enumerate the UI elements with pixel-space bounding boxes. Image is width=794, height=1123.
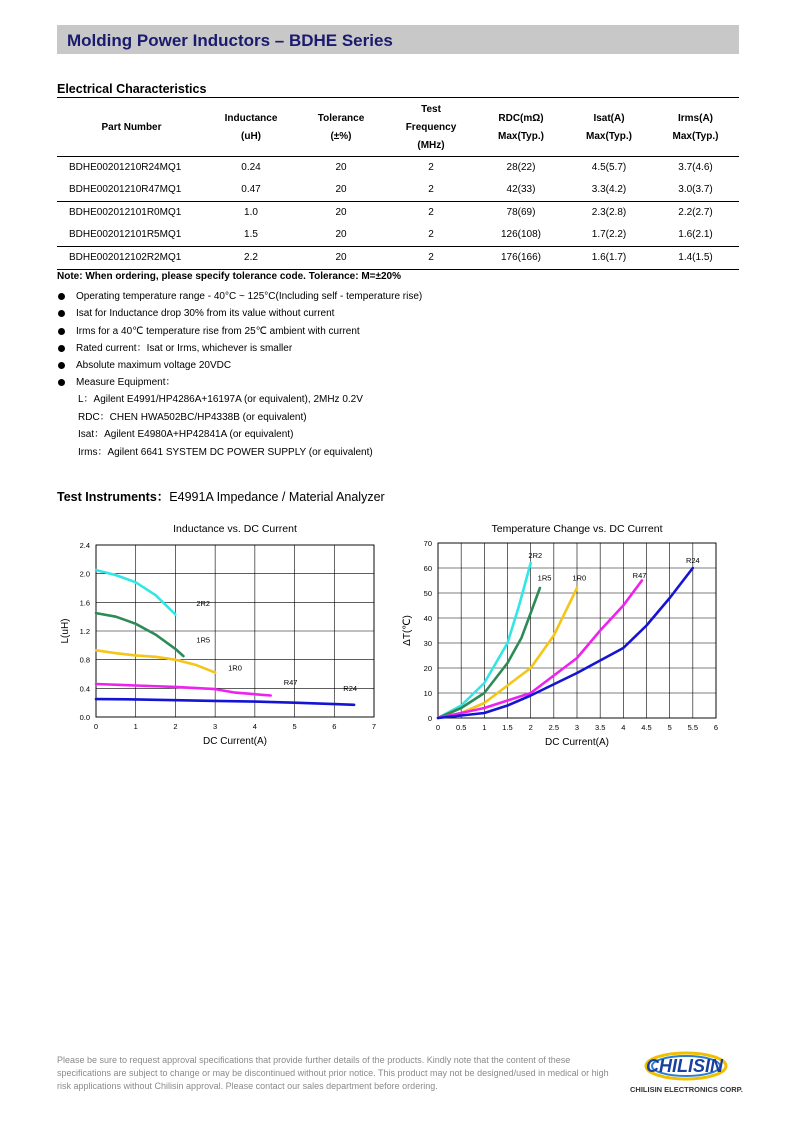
x-tick-label: 7 (371, 722, 377, 731)
cell-inductance: 0.24 (241, 162, 261, 173)
column-header-tolerance: Tolerance (±%) (317, 113, 365, 143)
x-tick-label: 5 (292, 722, 297, 731)
test-instruments-value: E4991A Impedance / Material Analyzer (169, 490, 385, 504)
series-label: R24 (685, 556, 700, 565)
list-item: Operating temperature range - 40°C ~ 125°C(Including self - temperature rise) (57, 288, 422, 305)
table-header-row (57, 101, 739, 156)
x-tick-label: 2 (173, 722, 178, 731)
column-header-irms: Irms(A) Max(Typ.) (672, 113, 719, 143)
inductance-chart (55, 515, 385, 755)
x-tick-label: 0 (435, 723, 441, 732)
x-tick-label: 5 (667, 723, 672, 732)
bullet-icon (58, 328, 65, 335)
series-label: R47 (632, 571, 647, 580)
cell-frequency: 2 (386, 179, 476, 202)
y-tick-label: 2.4 (79, 541, 90, 550)
cell-irms: 3.7(4.6) (678, 162, 713, 173)
list-item: Rated current：Isat or Irms, whichever is smaller (57, 340, 422, 357)
cell-part-number: BDHE002012101R0MQ1 (69, 207, 182, 218)
x-tick-label: 6 (713, 723, 719, 732)
series-line-1r5 (96, 613, 183, 656)
x-tick-label: 3 (574, 723, 580, 732)
cell-isat: 1.6(1.7) (566, 246, 652, 269)
series-label: 1R5 (537, 573, 552, 583)
equipment-item: RDC：CHEN HWA502BC/HP4338B (or equivalent) (78, 411, 307, 423)
column-header-rdc: RDC(mΩ) Max(Typ.) (498, 113, 544, 143)
y-tick-label: 0.4 (79, 684, 90, 694)
cell-tolerance: 20 (296, 224, 386, 247)
y-axis-label: L(uH) (60, 618, 71, 644)
x-tick-label: 1.5 (502, 723, 513, 732)
y-tick-label: 2.0 (79, 569, 90, 579)
equipment-item: Isat：Agilent E4980A+HP42841A (or equivalent) (78, 429, 294, 440)
x-tick-label: 4 (252, 722, 257, 731)
cell-irms: 1.4(1.5) (652, 246, 739, 269)
footer-disclaimer: Please be sure to request approval specifications that provide further details of the products. Kindly note that the content of these specifications are subject to change or may be discontinued without prior notice. This product may not be designed/used in medical or high risk applications without Chilisin approval. Please contact our sales department before ordering. (57, 1055, 609, 1091)
y-tick-label: 60 (423, 564, 432, 573)
cell-tolerance: 20 (335, 207, 347, 218)
ordering-note: Note: When ordering, please specify tolerance code. Tolerance: M=±20% (57, 271, 402, 282)
x-tick-label: 4.5 (641, 723, 652, 732)
cell-part-number: BDHE002012101R5MQ1 (57, 224, 206, 247)
series-label: 1R5 (196, 635, 211, 645)
y-tick-label: 0 (427, 714, 432, 723)
cell-irms: 1.6(2.1) (652, 224, 739, 247)
series-line-r24 (96, 699, 354, 705)
series-label: 2R2 (528, 551, 543, 560)
series-label: R24 (343, 684, 358, 694)
x-tick-label: 0.5 (455, 723, 467, 732)
cell-tolerance: 20 (296, 246, 386, 269)
x-tick-label: 6 (332, 722, 337, 731)
y-tick-label: 20 (423, 664, 432, 673)
electrical-characteristics-table (57, 101, 739, 270)
x-tick-label: 5.5 (687, 723, 699, 732)
cell-part-number: BDHE00201210R24MQ1 (69, 162, 182, 173)
cell-part-number: BDHE00201210R47MQ1 (57, 179, 206, 202)
x-tick-label: 2 (528, 723, 533, 732)
x-tick-label: 0 (93, 722, 99, 731)
list-item: Irms for a 40℃ temperature rise from 25℃ ambient with current (57, 323, 422, 340)
section-title-electrical: Electrical Characteristics (57, 82, 207, 96)
table-row (57, 156, 739, 179)
cell-rdc: 176(166) (476, 246, 566, 269)
cell-inductance: 0.47 (206, 179, 296, 202)
notes-list (57, 288, 422, 392)
section-divider (57, 97, 739, 98)
series-line-1r0 (96, 650, 215, 672)
column-header-test-frequency: Test Frequency (MHz) (405, 104, 457, 152)
list-item: Measure Equipment： (57, 374, 422, 391)
cell-frequency: 2 (386, 224, 476, 247)
cell-isat: 4.5(5.7) (591, 162, 627, 173)
table-row (57, 179, 739, 202)
cell-inductance: 1.5 (206, 224, 296, 247)
y-tick-label: 1.6 (79, 598, 90, 608)
cell-tolerance: 20 (296, 179, 386, 202)
equipment-item: L：Agilent E4991/HP4286A+16197A (or equivalent), 2MHz 0.2V (78, 394, 363, 405)
bullet-icon (58, 293, 65, 300)
series-label: R47 (283, 677, 298, 687)
cell-isat: 2.3(2.8) (591, 207, 627, 218)
cell-isat: 1.7(2.2) (566, 224, 652, 247)
cell-inductance: 1.0 (244, 207, 258, 218)
y-tick-label: 40 (423, 614, 432, 623)
series-line-r47 (96, 684, 271, 696)
cell-frequency: 2 (386, 246, 476, 269)
cell-rdc: 126(108) (476, 224, 566, 247)
cell-isat: 3.3(4.2) (566, 179, 652, 202)
y-tick-label: 70 (423, 539, 432, 548)
company-name: CHILISIN ELECTRONICS CORP. (630, 1085, 743, 1094)
x-axis-label: DC Current(A) (203, 736, 267, 747)
list-item: Absolute maximum voltage 20VDC (57, 357, 422, 374)
cell-rdc: 78(69) (506, 207, 536, 218)
y-tick-label: 0.8 (79, 655, 90, 665)
table-row (57, 246, 739, 269)
cell-irms: 3.0(3.7) (652, 179, 739, 202)
page-title: Molding Power Inductors – BDHE Series (67, 31, 393, 50)
page-header (57, 25, 739, 54)
test-instruments-label: Test Instruments： (57, 490, 170, 504)
cell-irms: 2.2(2.7) (678, 207, 713, 218)
y-tick-label: 1.2 (79, 627, 90, 636)
x-tick-label: 1 (133, 722, 138, 731)
y-tick-label: 50 (423, 589, 432, 598)
series-label: 1R0 (228, 663, 242, 673)
series-label: 1R0 (572, 573, 587, 583)
x-tick-label: 2.5 (548, 723, 560, 732)
temperature-chart (398, 515, 728, 755)
x-tick-label: 3 (213, 722, 218, 731)
cell-inductance: 2.2 (206, 246, 296, 269)
company-logo (628, 1046, 768, 1098)
cell-rdc: 42(33) (476, 179, 566, 202)
bullet-icon (58, 310, 65, 317)
x-axis-label: DC Current(A) (545, 737, 609, 748)
cell-frequency: 2 (428, 207, 434, 218)
y-axis-label: ΔT(℃) (402, 615, 413, 646)
bullet-icon (58, 362, 65, 369)
cell-rdc: 28(22) (506, 162, 536, 173)
cell-tolerance: 20 (335, 162, 347, 173)
measure-equipment-list (78, 391, 373, 461)
table-row (57, 224, 739, 247)
column-header-inductance: Inductance (uH) (224, 113, 278, 143)
chilisin-logo-icon (628, 1046, 768, 1098)
chart-title: Inductance vs. DC Current (173, 523, 297, 535)
y-tick-label: 10 (423, 689, 432, 698)
logo-wordmark: CHILISIN (646, 1056, 724, 1076)
chart-title: Temperature Change vs. DC Current (491, 523, 663, 535)
cell-frequency: 2 (428, 162, 434, 173)
test-instruments (57, 487, 385, 505)
x-tick-label: 4 (621, 723, 626, 732)
table-row (57, 201, 739, 224)
bullet-icon (58, 379, 65, 386)
y-tick-label: 0.0 (79, 713, 90, 722)
x-tick-label: 1 (482, 723, 487, 732)
y-tick-label: 30 (423, 639, 432, 648)
series-label: 2R2 (196, 598, 211, 608)
equipment-item: Irms：Agilent 6641 SYSTEM DC POWER SUPPLY (or equivalent) (78, 446, 373, 458)
x-tick-label: 3.5 (594, 723, 606, 732)
bullet-icon (58, 345, 65, 352)
cell-part-number: BDHE002012102R2MQ1 (57, 246, 206, 269)
list-item: Isat for Inductance drop 30% from its value without current (57, 305, 422, 322)
column-header-isat: Isat(A) Max(Typ.) (586, 113, 632, 143)
column-header-part-number: Part Number (101, 122, 162, 134)
